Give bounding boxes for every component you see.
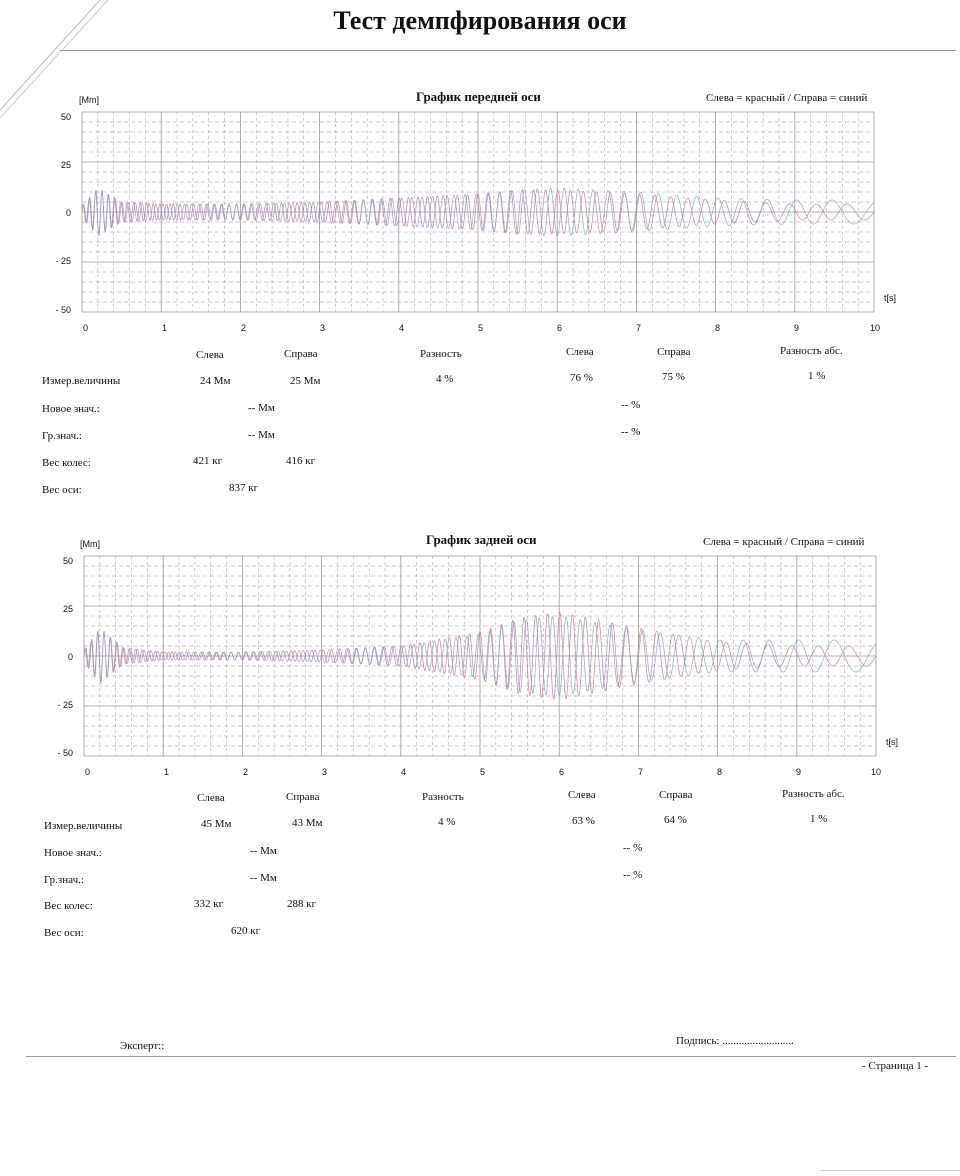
new-value-label: Новое знач.: — [44, 847, 102, 859]
header-diff: Разность — [420, 348, 462, 360]
limit-value-pct: -- % — [621, 426, 641, 438]
measured-diff: 4 % — [438, 816, 456, 828]
front-x-tick: 6 — [557, 323, 563, 333]
header-diff-abs: Разность абс. — [782, 788, 845, 800]
axle-weight: 837 кг — [229, 482, 259, 494]
front-x-tick: 7 — [636, 323, 642, 333]
measured-left-pct: 63 % — [572, 815, 595, 827]
rear-y-tick: 25 — [62, 604, 73, 614]
front-y-tick: 0 — [65, 208, 71, 218]
measured-diff: 4 % — [436, 373, 454, 385]
front-x-tick: 10 — [870, 323, 881, 333]
rear-chart-legend: Слева = красный / Справа = синий — [703, 536, 865, 548]
rear-x-tick: 9 — [796, 767, 802, 777]
axle-weight-label: Вес оси: — [42, 484, 82, 496]
rear-x-tick: 3 — [322, 767, 328, 777]
rear-chart-title: График задней оси — [426, 532, 537, 547]
signature-label: Подпись: .......................... — [676, 1035, 794, 1047]
front-chart-title: График передней оси — [416, 89, 541, 104]
axle-weight: 620 кг — [231, 925, 261, 937]
rear-y-tick: - 50 — [57, 748, 73, 758]
header-diff: Разность — [422, 791, 464, 803]
wheel-weight-label: Вес колес: — [42, 457, 91, 469]
front-x-tick: 3 — [320, 323, 326, 333]
front-y-tick: 50 — [60, 112, 71, 122]
wheel-weight-label: Вес колес: — [44, 900, 93, 912]
axle-weight-label: Вес оси: — [44, 927, 84, 939]
page-number: - Страница 1 - — [862, 1060, 929, 1072]
rear-x-tick: 5 — [480, 767, 486, 777]
header-diff-abs: Разность абс. — [780, 345, 843, 357]
front-x-tick: 2 — [241, 323, 247, 333]
expert-label: Эксперт:: — [120, 1040, 165, 1052]
measured-right: 43 Мм — [292, 817, 323, 829]
new-value: -- Мм — [250, 845, 277, 857]
rear-x-tick: 10 — [871, 767, 882, 777]
limit-value-pct: -- % — [623, 869, 643, 881]
measured-label: Измер.величины — [42, 375, 121, 387]
header-right: Справа — [286, 791, 320, 803]
front-x-tick: 5 — [478, 323, 484, 333]
front-y-tick: - 50 — [55, 305, 71, 315]
front-axle-plot — [82, 112, 874, 312]
measured-left: 24 Мм — [200, 375, 231, 387]
rear-y-tick: - 25 — [57, 700, 73, 710]
front-x-unit: t[s] — [884, 293, 897, 303]
front-y-unit: [Mm] — [79, 95, 99, 105]
rear-x-tick: 8 — [717, 767, 723, 777]
rear-x-tick: 0 — [85, 767, 91, 777]
front-x-tick: 0 — [83, 323, 89, 333]
wheel-weight-right: 416 кг — [286, 455, 316, 467]
front-x-tick: 8 — [715, 323, 721, 333]
rear-y-tick: 50 — [62, 556, 73, 566]
wheel-weight-left: 332 кг — [194, 898, 224, 910]
measured-diff-abs: 1 % — [810, 813, 828, 825]
measured-diff-abs: 1 % — [808, 370, 826, 382]
limit-value-label: Гр.знач.: — [42, 430, 82, 442]
rear-x-tick: 7 — [638, 767, 644, 777]
header-right: Справа — [284, 348, 318, 360]
header-left-pct: Слева — [566, 346, 594, 358]
rear-x-unit: t[s] — [886, 737, 899, 747]
new-value-label: Новое знач.: — [42, 403, 100, 415]
rear-x-tick: 6 — [559, 767, 565, 777]
measured-label: Измер.величины — [44, 820, 123, 832]
rear-y-tick: 0 — [67, 652, 73, 662]
measured-left-pct: 76 % — [570, 372, 593, 384]
header-right-pct: Справа — [657, 346, 691, 358]
wheel-weight-left: 421 кг — [193, 455, 223, 467]
rear-x-tick: 1 — [164, 767, 170, 777]
header-right-pct: Справа — [659, 789, 693, 801]
rear-x-tick: 4 — [401, 767, 407, 777]
rear-axle-plot — [84, 556, 876, 756]
measured-left: 45 Мм — [201, 818, 232, 830]
measured-right: 25 Мм — [290, 375, 321, 387]
new-value-pct: -- % — [621, 399, 641, 411]
new-value: -- Мм — [248, 402, 275, 414]
front-chart-legend: Слева = красный / Справа = синий — [706, 92, 868, 104]
header-left-pct: Слева — [568, 789, 596, 801]
rear-y-unit: [Mm] — [80, 539, 100, 549]
front-y-tick: - 25 — [55, 256, 71, 266]
title-divider — [60, 50, 956, 51]
header-left: Слева — [197, 792, 225, 804]
footer-divider — [26, 1056, 956, 1057]
page-title: Тест демпфирования оси — [333, 6, 627, 35]
new-value-pct: -- % — [623, 842, 643, 854]
measured-right-pct: 75 % — [662, 371, 685, 383]
limit-value: -- Мм — [250, 872, 277, 884]
measured-right-pct: 64 % — [664, 814, 687, 826]
wheel-weight-right: 288 кг — [287, 898, 317, 910]
header-left: Слева — [196, 349, 224, 361]
front-y-tick: 25 — [60, 160, 71, 170]
limit-value-label: Гр.знач.: — [44, 874, 84, 886]
front-x-tick: 4 — [399, 323, 405, 333]
scan-edge — [820, 1170, 960, 1171]
limit-value: -- Мм — [248, 429, 275, 441]
rear-x-tick: 2 — [243, 767, 249, 777]
front-x-tick: 1 — [162, 323, 168, 333]
front-x-tick: 9 — [794, 323, 800, 333]
